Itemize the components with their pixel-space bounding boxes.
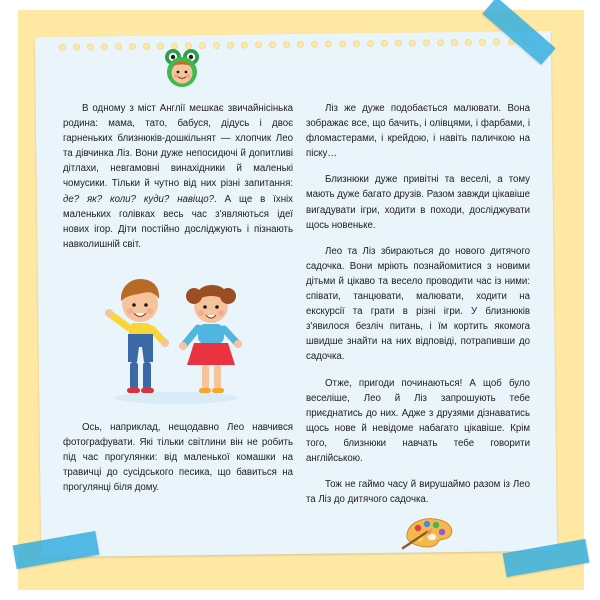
paper-hole: [101, 43, 108, 50]
paper-hole: [493, 38, 500, 45]
boy-right-leg: [143, 362, 151, 390]
paper-hole: [269, 41, 276, 48]
intro-paragraph: [63, 101, 293, 252]
red-paint: [415, 525, 421, 531]
paper-hole: [73, 44, 80, 51]
question-words: де? як? коли? куди? навіщо?: [63, 193, 215, 205]
girl-right-shoe: [212, 388, 224, 393]
paper-holes: [59, 38, 529, 51]
palette-hole: [428, 534, 437, 540]
frog-right-cheek: [186, 74, 190, 78]
boy-right-hand: [161, 339, 169, 347]
boy-right-arm: [152, 329, 164, 342]
paper-hole: [423, 39, 430, 46]
friends-paragraph: Близнюки дуже привітні та веселі, а тому мають дуже багато друзів. Разом завжди цікавіше вигадувати ігри, ходити в походи, досліджувати щось новеньке.: [306, 174, 530, 231]
girl-shirt: [198, 324, 224, 344]
paper-hole: [255, 41, 262, 48]
paper-hole: [437, 39, 444, 46]
paper-hole: [297, 41, 304, 48]
boy-left-hand: [105, 309, 113, 317]
girl-left-eye: [203, 305, 207, 309]
left-text-column-bottom: [63, 420, 293, 506]
frog-icon: [161, 47, 203, 89]
green-paint: [433, 522, 439, 528]
boy-left-arm: [110, 314, 129, 328]
paper-hole: [339, 40, 346, 47]
paper-hole: [311, 41, 318, 48]
paper-hole: [367, 40, 374, 47]
girl-illustration: [179, 285, 242, 393]
frog-left-pupil: [171, 55, 175, 59]
kindergarten-paragraph: Лео та Ліз збираються до нового дитячого садочка. Вони мріють познайомитися з новими дітьми й цікаво та весело проводити час із ними: співати, танцювати, малювати, ходити на екскурсії та грати в різні ігри. У близнюків з'явилося безліч питань, і їм кортить якомога швидше знайти на них відповіді, потрапивши до садочка.: [306, 245, 530, 363]
purple-paint: [439, 529, 445, 535]
intro-paragraph-before-questions: В одному з міст Англії мешкає звичайнісінька родина: мама, тато, бабуся, дідусь і двоє гарненьких близнюків-дошкільнят — хлопчик Лео та дівчинка Ліз. Вони дуже непосидючі й допитливі дітлахи, невгамовні винахідники й маленькі чомусики. Тільки й чутно від них різні запитання:: [63, 103, 293, 190]
paper-hole: [465, 39, 472, 46]
boy-right-eye: [144, 303, 148, 307]
paper-hole: [213, 42, 220, 49]
paper-hole: [129, 43, 136, 50]
frog-face-left-eye: [177, 71, 180, 74]
paper-hole: [115, 43, 122, 50]
right-text-column: [306, 101, 530, 518]
paper-hole: [395, 40, 402, 47]
paper-hole: [479, 39, 486, 46]
girl-right-arm: [224, 329, 237, 343]
girl-right-eye: [215, 305, 219, 309]
girl-right-leg: [214, 365, 221, 389]
girl-right-hand: [234, 340, 242, 348]
paper-hole: [143, 43, 150, 50]
girl-left-arm: [184, 328, 198, 345]
paper-hole: [227, 42, 234, 49]
drawing-paragraph: Ліз же дуже подобається малювати. Вона зображає все, що бачить, і олівцями, і фарбами, і фломастерами, і крейдою, і навіть паличкою на піску…: [306, 103, 530, 160]
frog-face-right-eye: [185, 71, 188, 74]
boy-overalls: [128, 334, 153, 362]
boy-right-shoe: [141, 388, 154, 393]
ground-shadow: [115, 392, 237, 404]
paper-hole: [409, 40, 416, 47]
paper-hole: [451, 39, 458, 46]
girl-left-leg: [202, 365, 209, 389]
left-text-column-top: [63, 101, 293, 263]
children-illustration: [94, 268, 256, 408]
photography-paragraph: Ось, наприклад, нещодавно Лео навчився фотографувати. Які тільки світлини він не робить під час прогулянки: від маленької комашки на травичці до сусідського песика, що бавиться на прогулянці біля дому.: [63, 422, 293, 494]
frog-face: [172, 63, 193, 84]
closing-paragraph: Тож не гаймо часу й вирушаймо разом із Лео та Ліз до дитячого садочка.: [306, 479, 530, 506]
blue-paint: [424, 521, 430, 527]
boy-left-shoe: [127, 388, 140, 393]
girl-skirt: [187, 343, 235, 365]
intro-paragraph-after-questions: . А ще в їхніх маленьких голівках весь час з'являються ідеї нових ігор. Діти постійно досліджують і пізнають навколишній світ.: [63, 193, 293, 250]
girl-left-hand: [179, 342, 187, 350]
boy-left-leg: [130, 362, 138, 390]
frog-left-cheek: [174, 74, 178, 78]
paper-hole: [283, 41, 290, 48]
boy-right-cheek: [147, 308, 153, 314]
boy-illustration: [105, 279, 169, 393]
paper-hole: [325, 41, 332, 48]
paper-hole: [87, 43, 94, 50]
girl-right-cheek: [218, 310, 224, 316]
girl-left-shoe: [199, 388, 211, 393]
girl-left-cheek: [198, 310, 204, 316]
frog-right-pupil: [189, 55, 193, 59]
paper-hole: [381, 40, 388, 47]
paper-hole: [353, 40, 360, 47]
boy-left-cheek: [127, 308, 133, 314]
invitation-paragraph: Отже, пригоди починаються! А щоб було веселіше, Лео й Ліз запрошують тебе приєднатись до них. Адже з друзями дізнаватись щось нове й невідоме набагато цікавіше. Крім того, близнюки навчать тебе говорити англійською.: [306, 377, 530, 464]
boy-left-eye: [132, 303, 136, 307]
paper-hole: [59, 44, 66, 51]
paper-hole: [241, 42, 248, 49]
paint-palette-icon: [397, 513, 461, 551]
